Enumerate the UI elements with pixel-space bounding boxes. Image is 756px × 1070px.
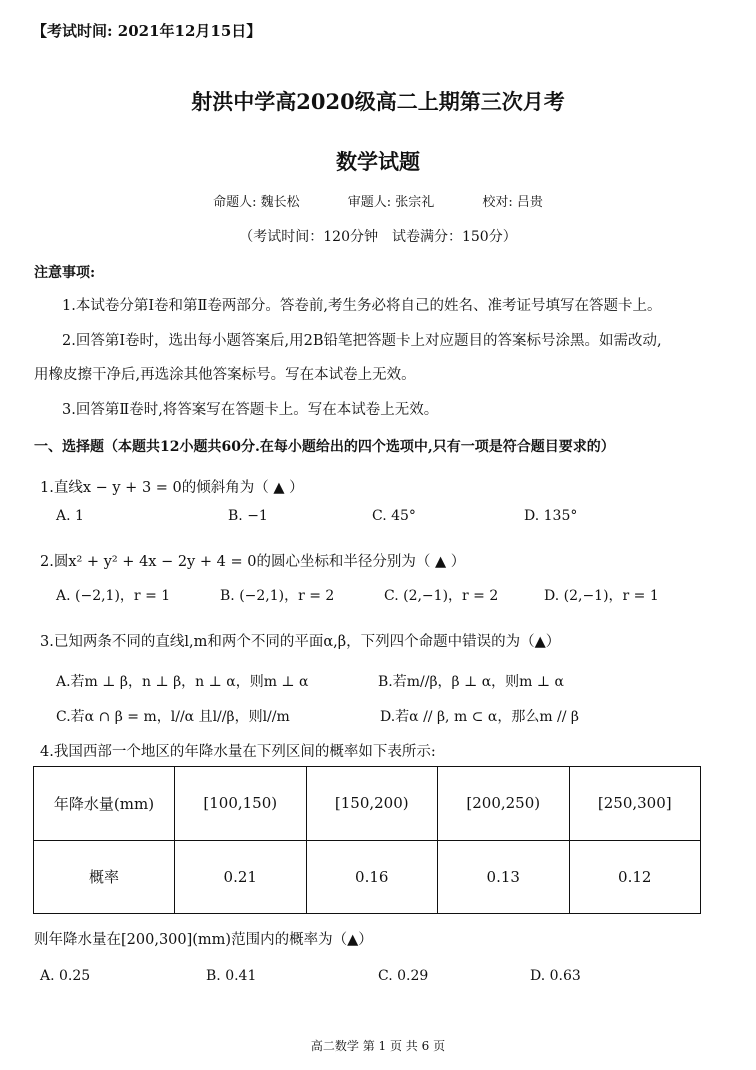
paper-subtitle: 数学试题 xyxy=(336,149,420,174)
question-1-option-c: C. 45° xyxy=(372,508,416,524)
notice-item-2-cont: 用橡皮擦干净后,再选涂其他答案标号。写在本试卷上无效。 xyxy=(34,367,416,383)
paper-title: 射洪中学高2020级高二上期第三次月考 xyxy=(191,89,565,114)
table-cell: [150,200) xyxy=(306,767,438,841)
exam-time: 【考试时间: 2021年12月15日】 xyxy=(32,22,262,40)
question-4-option-d: D. 0.63 xyxy=(530,968,581,984)
question-2-option-d: D. (2,−1)，r = 1 xyxy=(544,588,659,604)
table-cell: 0.21 xyxy=(175,840,307,914)
question-2-option-b: B. (−2,1)，r = 2 xyxy=(220,588,335,604)
question-1-option-b: B. −1 xyxy=(228,508,268,524)
question-3-stem: 3.已知两条不同的直线l,m和两个不同的平面α,β，下列四个命题中错误的为（▲） xyxy=(40,634,561,650)
notice-item-3: 3.回答第Ⅱ卷时,将答案写在答题卡上。写在本试卷上无效。 xyxy=(62,402,439,418)
question-4-option-a: A. 0.25 xyxy=(40,968,91,984)
section-heading: 一、选择题（本题共12小题共60分.在每小题给出的四个选项中,只有一项是符合题目要求的） xyxy=(34,439,615,455)
table-cell: 0.13 xyxy=(438,840,570,914)
table-cell: [250,300] xyxy=(569,767,701,841)
question-4-stem: 4.我国西部一个地区的年降水量在下列区间的概率如下表所示: xyxy=(40,744,436,760)
page-footer: 高二数学 第 1 页 共 6 页 xyxy=(310,1039,446,1053)
table-row xyxy=(34,840,701,914)
staff-line xyxy=(0,191,756,210)
question-2-stem: 2.圆x² + y² + 4x − 2y + 4 = 0的圆心坐标和半径分别为（ ▲ ） xyxy=(40,554,466,570)
notice-heading: 注意事项: xyxy=(34,265,96,281)
proofreader: 校对: 吕贵 xyxy=(482,195,543,210)
notice-item-2: 2.回答第Ⅰ卷时，选出每小题答案后,用2B铅笔把答题卡上对应题目的答案标号涂黑。如需改动, xyxy=(62,333,662,349)
table-cell: 年降水量(mm) xyxy=(34,767,175,841)
setter: 命题人: 魏长松 xyxy=(213,195,300,210)
question-3-option-c: C.若α ∩ β = m，l//α 且l//β，则l//m xyxy=(56,709,290,725)
rainfall-table xyxy=(33,766,701,914)
table-row xyxy=(34,767,701,841)
table-cell: [200,250) xyxy=(438,767,570,841)
question-3-option-a: A.若m ⊥ β，n ⊥ β，n ⊥ α，则m ⊥ α xyxy=(56,674,309,690)
question-1-option-a: A. 1 xyxy=(56,508,84,524)
question-1-option-d: D. 135° xyxy=(524,508,578,524)
question-4-option-b: B. 0.41 xyxy=(206,968,257,984)
question-3-option-d: D.若α // β, m ⊂ α，那么m // β xyxy=(380,709,580,725)
question-1-stem: 1.直线x − y + 3 = 0的倾斜角为（ ▲ ） xyxy=(40,480,304,496)
question-4-follow: 则年降水量在[200,300](mm)范围内的概率为（▲） xyxy=(34,932,373,948)
notice-item-1: 1.本试卷分第Ⅰ卷和第Ⅱ卷两部分。答卷前,考生务必将自己的姓名、准考证号填写在答题卡上。 xyxy=(62,298,662,314)
table-cell: 0.12 xyxy=(569,840,701,914)
table-cell: 0.16 xyxy=(306,840,438,914)
question-2-option-c: C. (2,−1)，r = 2 xyxy=(384,588,499,604)
exam-duration: （考试时间：120分钟 试卷满分：150分） xyxy=(239,229,517,245)
question-3-option-b: B.若m//β，β ⊥ α，则m ⊥ α xyxy=(378,674,564,690)
question-2-option-a: A. (−2,1)，r = 1 xyxy=(56,588,171,604)
reviewer: 审题人: 张宗礼 xyxy=(347,195,435,210)
table-cell: 概率 xyxy=(34,840,175,914)
table-cell: [100,150) xyxy=(175,767,307,841)
question-4-option-c: C. 0.29 xyxy=(378,968,429,984)
